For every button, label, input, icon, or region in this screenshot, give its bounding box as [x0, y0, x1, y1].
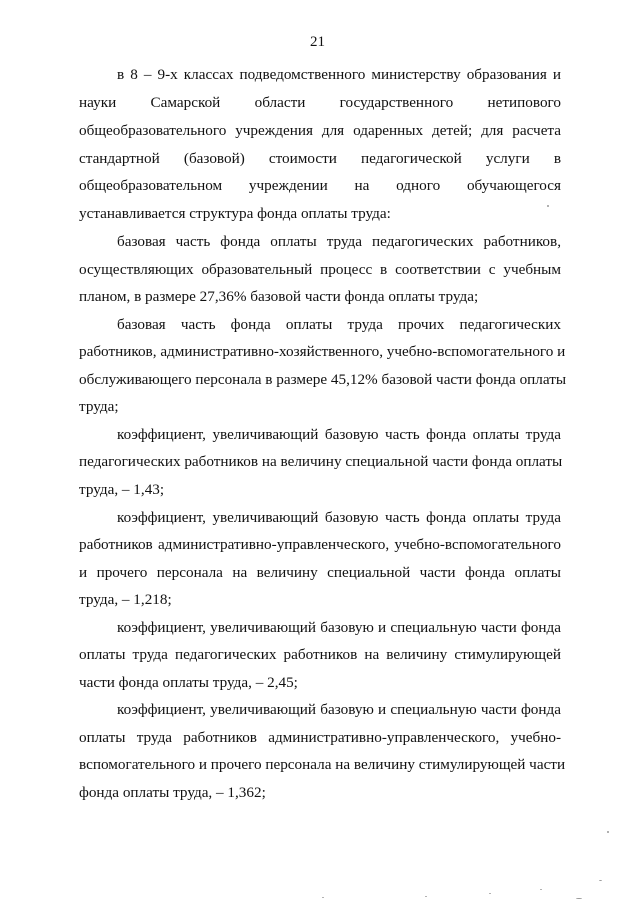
scan-speck [599, 880, 602, 881]
text-line: части фонда оплаты труда, – 2,45; [79, 674, 298, 691]
page-number: 21 [310, 34, 325, 50]
scan-speck [547, 205, 549, 207]
text-line: базовая часть фонда оплаты труда прочих педагогических [117, 316, 561, 333]
text-line: фонда оплаты труда, – 1,362; [79, 784, 266, 801]
text-line: коэффициент, увеличивающий базовую и специальную части фонда [117, 701, 561, 718]
text-line: базовая часть фонда оплаты труда педагогических работников, [117, 233, 561, 250]
text-line: работников, административно-хозяйственного, учебно-вспомогательного и [79, 343, 566, 360]
text-line: осуществляющих образовательный процесс в соответствии с учебным [79, 261, 561, 278]
text-line: устанавливается структура фонда оплаты труда: [79, 205, 391, 222]
text-line: оплаты труда педагогических работников на величину стимулирующей [79, 646, 561, 663]
text-line: коэффициент, увеличивающий базовую и специальную части фонда [117, 619, 561, 636]
text-line: науки Самарской области государственного нетипового [79, 94, 561, 111]
text-line: и прочего персонала на величину специальной части фонда оплаты [79, 564, 561, 581]
scan-speck [322, 897, 324, 898]
text-line: общеобразовательного учреждения для одаренных детей; для расчета [79, 122, 561, 139]
scan-speck [425, 896, 427, 897]
text-line: педагогических работников на величину специальной части фонда оплаты [79, 453, 563, 470]
text-line: вспомогательного и прочего персонала на величину стимулирующей части [79, 756, 566, 773]
text-line: стандартной (базовой) стоимости педагогической услуги в [79, 150, 561, 167]
scan-speck [489, 893, 491, 894]
text-line: планом, в размере 27,36% базовой части фонда оплаты труда; [79, 288, 479, 305]
text-line: оплаты труда работников административно-управленческого, учебно- [79, 729, 561, 746]
scan-speck [576, 898, 582, 899]
text-line: труда, – 1,218; [79, 591, 172, 608]
text-line: труда, – 1,43; [79, 481, 165, 498]
text-line: коэффициент, увеличивающий базовую часть фонда оплаты труда [117, 426, 561, 443]
text-line: общеобразовательном учреждении на одного обучающегося [79, 177, 561, 194]
text-line: коэффициент, увеличивающий базовую часть фонда оплаты труда [117, 509, 561, 526]
scan-speck [607, 831, 609, 833]
text-line: в 8 – 9-х классах подведомственного министерству образования и [117, 66, 561, 83]
text-line: работников административно-управленческого, учебно-вспомогательного [79, 536, 561, 553]
scan-speck [540, 889, 542, 890]
text-line: труда; [79, 398, 119, 415]
text-line: обслуживающего персонала в размере 45,12% базовой части фонда оплаты [79, 371, 567, 388]
